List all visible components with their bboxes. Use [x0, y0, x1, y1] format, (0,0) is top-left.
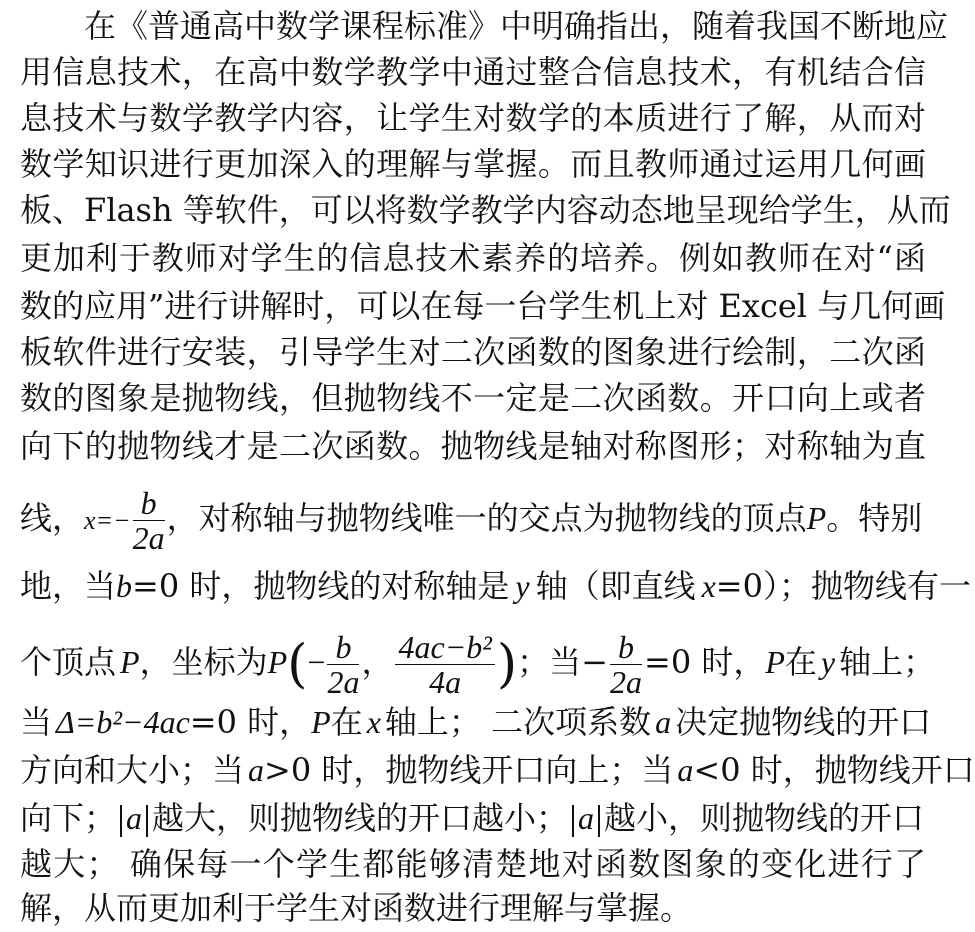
- fraction-numerator: b: [610, 630, 642, 665]
- text-run: 决定抛物线的开口: [675, 703, 932, 741]
- text-run: 越小，则抛物线的开口: [604, 799, 925, 837]
- fraction: [327, 630, 359, 699]
- math-inline: P: [806, 500, 827, 536]
- abs-bar: [120, 805, 122, 837]
- paragraph-line-3: 息技术与数学教学内容，让学生对数学的本质进行了解，从而对: [20, 99, 926, 137]
- paragraph-line-10: 向下的抛物线才是二次函数。抛物线是轴对称图形；对称轴为直: [20, 427, 926, 465]
- paragraph-line-7: 数的应用”进行讲解时，可以在每一台学生机上对 Excel 与几何画: [20, 287, 946, 325]
- abs-bar: [146, 805, 148, 837]
- math-inline: b: [116, 568, 133, 604]
- text-run: 当: [20, 703, 53, 741]
- math-inline: P: [765, 644, 785, 680]
- paragraph-line-9: 数的图象是抛物线，但抛物线不一定是二次函数。开口向上或者: [20, 379, 926, 417]
- text-run: ，坐标为: [139, 643, 268, 681]
- fraction-denominator: 2a: [327, 664, 360, 700]
- text-run: 线，: [20, 499, 85, 537]
- text-run: 轴（即直线: [535, 567, 696, 605]
- text-run: >0 时，抛物线开口向上；当: [264, 751, 674, 789]
- right-paren: ): [496, 634, 518, 695]
- paragraph-line-1: 在《普通高中数学课程标准》中明确指出，随着我国不断地应: [84, 7, 949, 45]
- paragraph-line-5: 板、Flash 等软件，可以将数学教学内容动态地呈现给学生，从而: [20, 191, 951, 229]
- text-run: 个顶点: [20, 643, 117, 681]
- fraction-numerator: b: [133, 486, 165, 521]
- math-inline: a: [248, 752, 265, 788]
- left-paren: (: [287, 634, 308, 695]
- paragraph-line-8: 板软件进行安装，引导学生对二次函数的图象进行绘制，二次函: [20, 333, 926, 371]
- text-run: =0）；抛物线有一: [715, 567, 971, 605]
- comma: ，: [361, 643, 394, 681]
- fraction: [395, 630, 494, 699]
- math-inline: y: [820, 644, 836, 680]
- paragraph-line-17: 越大； 确保每一个学生都能够清楚地对函数图象的变化进行了: [20, 845, 926, 883]
- math-inline: P: [120, 644, 140, 680]
- paragraph-line-11: [20, 486, 926, 555]
- paragraph-line-13: [20, 629, 936, 700]
- paragraph-line-18: 解，从而更加利于学生对函数进行理解与掌握。: [20, 889, 693, 927]
- fraction: [610, 630, 642, 699]
- text-run: =0 时，: [189, 703, 312, 741]
- text-run: 在: [330, 703, 363, 741]
- math-inline: a: [677, 752, 694, 788]
- text-run: 在: [784, 643, 817, 681]
- text-run: 地，当: [20, 567, 117, 605]
- paragraph-line-15: [20, 746, 975, 794]
- fraction: [133, 486, 165, 555]
- math-inline: P: [267, 644, 288, 680]
- math-inline: Δ=b²−4ac: [56, 704, 190, 740]
- math-inline: a: [578, 800, 595, 836]
- paragraph-line-14: [20, 698, 932, 746]
- math-inline: x=−: [84, 506, 131, 535]
- math-inline: x: [701, 568, 716, 604]
- text-run: 轴上； 二次项系数: [384, 703, 652, 741]
- fraction-numerator: b: [327, 630, 359, 665]
- fraction-denominator: 2a: [132, 520, 165, 556]
- abs-bar: [598, 805, 600, 837]
- math-inline: a: [126, 800, 143, 836]
- text-run: 。特别: [826, 499, 923, 537]
- fraction-denominator: 2a: [610, 664, 642, 700]
- text-run: 向下；: [20, 799, 117, 837]
- text-run: ，对称轴与抛物线唯一的交点为抛物线的顶点: [166, 499, 807, 537]
- minus-sign: −: [307, 644, 326, 680]
- text-run: =0 时，: [644, 643, 766, 681]
- math-inline: P: [311, 704, 331, 740]
- fraction-numerator: 4ac−b²: [395, 630, 494, 665]
- text-run: <0 时，抛物线开口: [693, 751, 975, 789]
- paragraph-line-12: [20, 562, 971, 610]
- paragraph-line-16: [20, 794, 926, 842]
- paragraph-line-2: 用信息技术，在高中数学教学中通过整合信息技术，有机结合信: [20, 53, 926, 91]
- text-run: =0 时，抛物线的对称轴是: [132, 567, 510, 605]
- text-run: ；当−: [517, 643, 608, 681]
- text-run: 越大，则抛物线的开口越小；: [152, 799, 569, 837]
- math-inline: x: [366, 704, 381, 740]
- math-inline: y: [515, 568, 530, 604]
- text-run: 方向和大小；当: [20, 751, 245, 789]
- text-run: 轴上；: [839, 643, 936, 681]
- math-inline: a: [655, 704, 672, 740]
- paragraph-line-4: 数学知识进行更加深入的理解与掌握。而且教师通过运用几何画: [20, 145, 926, 183]
- abs-bar: [572, 805, 574, 837]
- fraction-denominator: 4a: [429, 664, 462, 700]
- paragraph-line-6: 更加利于教师对学生的信息技术素养的培养。例如教师在对“函: [20, 239, 926, 277]
